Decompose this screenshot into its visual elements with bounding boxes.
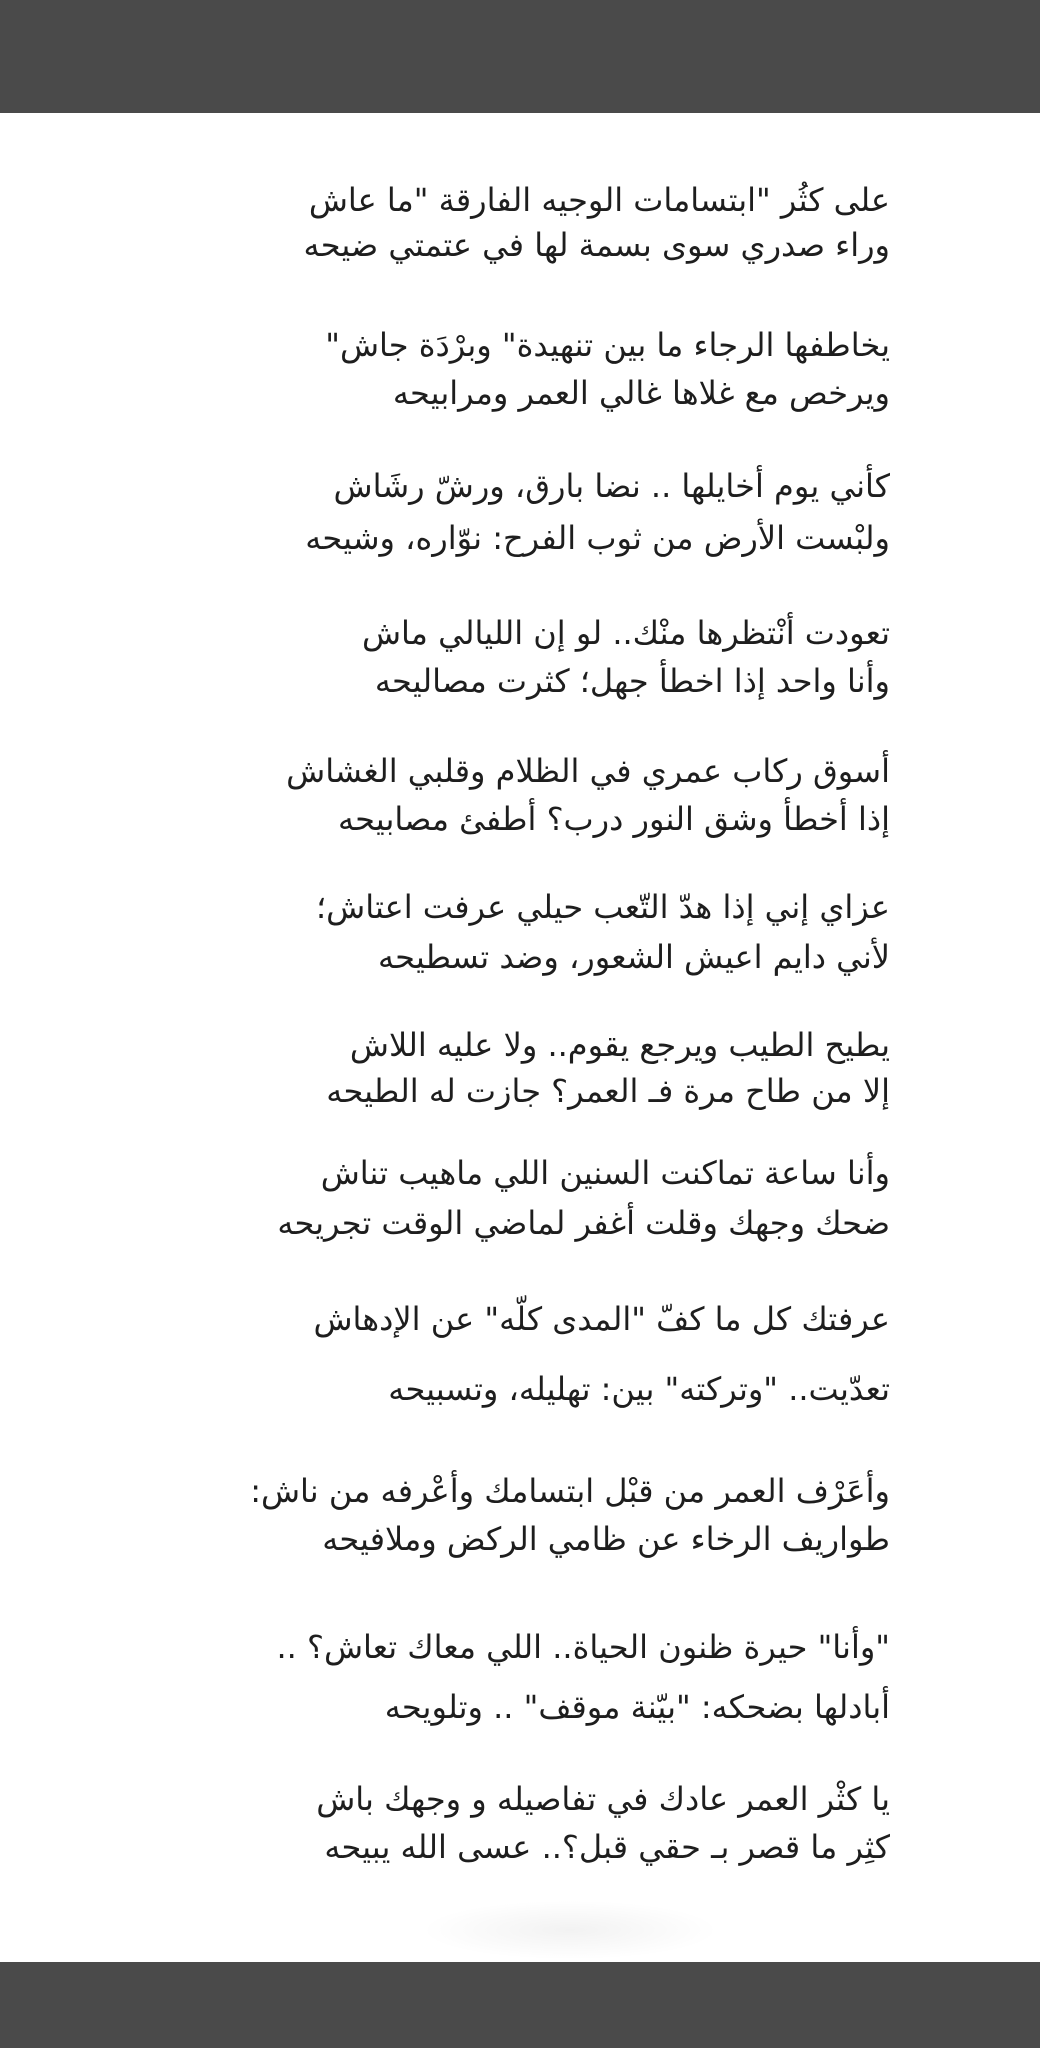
poem-line: ضحك وجهك وقلت أغفر لماضي الوقت تجريحه <box>277 1204 890 1242</box>
poem-line: وأنا ساعة تماكنت السنين اللي ماهيب تناش <box>320 1154 890 1192</box>
poem-line: يخاطفها الرجاء ما بين تنهيدة" وبرْدَة جاش" <box>325 326 890 364</box>
poem-line: أسوق ركاب عمري في الظلام وقلبي الغشاش <box>286 752 890 790</box>
poem-line: طواريف الرخاء عن ظامي الركض وملافيحه <box>322 1520 890 1558</box>
bottom-bar <box>0 1962 1040 2048</box>
poem-line: وراء صدري سوى بسمة لها في عتمتي ضيحه <box>303 226 890 264</box>
poem-line: عزاي إني إذا هدّ التّعب حيلي عرفت اعتاش؛ <box>315 888 890 926</box>
poem-line: عرفتك كل ما كفّ "المدى كلّه" عن الإدهاش <box>313 1300 890 1338</box>
poem-line: "وأنا" حيرة ظنون الحياة.. اللي معاك تعاش؟ .. <box>276 1628 890 1666</box>
poem-line: أبادلها بضحكه: "بيّنة موقف" .. وتلويحه <box>384 1688 890 1726</box>
poem-line: وأنا واحد إذا اخطأ جهل؛ كثرت مصاليحه <box>374 662 890 700</box>
poem-line: ولبْست الأرض من ثوب الفرح: نوّاره، وشيحه <box>305 519 890 557</box>
poem-line: كثِر ما قصر بـ حقي قبل؟.. عسى الله يبيحه <box>324 1828 890 1866</box>
poem-line: تعدّيت.. "وتركته" بين: تهليله، وتسبيحه <box>388 1370 890 1408</box>
poem-line: تعودت أنْتظرها منْك.. لو إن الليالي ماش <box>361 614 890 652</box>
poem-line: إذا أخطأ وشق النور درب؟ أطفئ مصابيحه <box>337 800 890 838</box>
poem-line: يا كثْر العمر عادك في تفاصيله و وجهك باش <box>316 1780 890 1818</box>
poem-line: ويرخص مع غلاها غالي العمر ومرابيحه <box>392 374 890 412</box>
poem-line: على كثُر "ابتسامات الوجيه الفارقة "ما عاش <box>308 181 890 219</box>
bottom-fade <box>420 1900 720 1960</box>
poem-line: يطيح الطيب ويرجع يقوم.. ولا عليه اللاش <box>349 1026 890 1064</box>
poem-line: وأعَرْف العمر من قبْل ابتسامك وأعْرفه من ناش: <box>250 1472 890 1510</box>
poem-line: إلا من طاح مرة فـ العمر؟ جازت له الطيحه <box>326 1072 890 1110</box>
poem-line: كأني يوم أخايلها .. نضا بارق، ورشّ رشَاش <box>333 467 890 505</box>
poem-line: لأني دايم اعيش الشعور، وضد تسطيحه <box>378 938 890 976</box>
